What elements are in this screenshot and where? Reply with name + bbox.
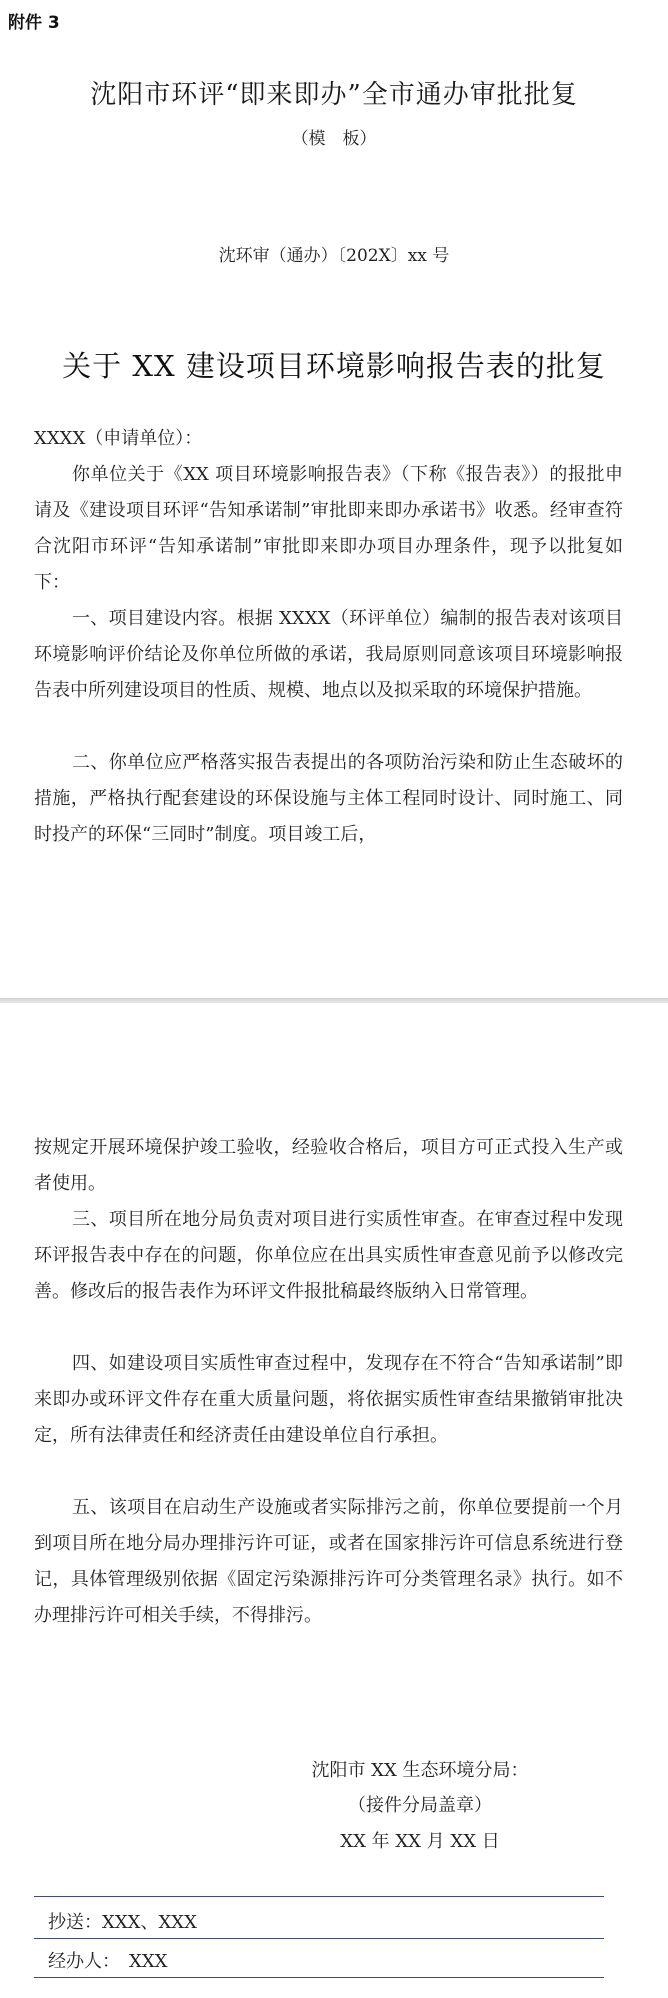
document-title: 关于 XX 建设项目环境影响报告表的批复 [62, 349, 606, 383]
footer-rule-middle [34, 1938, 604, 1939]
document-page-2 [0, 1003, 668, 1998]
document-page-1 [0, 0, 668, 998]
item-2-paragraph-end: 按规定开展环境保护竣工验收，经验收合格后，项目方可正式投入生产或者使用。 [34, 1137, 623, 1194]
salutation: XXXX（申请单位）： [34, 428, 203, 449]
issue-date: XX 年 XX 月 XX 日 [340, 1831, 500, 1852]
footer-rule-bottom [34, 1977, 604, 1978]
main-title: 沈阳市环评“即来即办”全市通办审批批复 [90, 80, 578, 110]
intro-paragraph: 你单位关于《XX 项目环境影响报告表》（下称《报告表》）的报批申请及《建设项目环评“告知承诺制”审批即来即办承诺书》收悉。经审查符合沈阳市环评“告知承诺制”审批即来即办项目办理条件，现予以批复如下： [34, 464, 623, 593]
document-number: 沈环审（通办）〔202X〕xx 号 [218, 246, 450, 266]
attachment-label: 附件 3 [8, 13, 60, 33]
item-1-paragraph: 一、项目建设内容。根据 XXXX（环评单位）编制的报告表对该项目环境影响评价结论及你单位所做的承诺，我局原则同意该项目环境影响报告表中所列建设项目的性质、规模、地点以及拟采取的环境保护措施。 [34, 608, 623, 701]
item-5-paragraph: 五、该项目在启动生产设施或者实际排污之前，你单位要提前一个月到项目所在地分局办理排污许可证，或者在国家排污许可信息系统进行登记，具体管理级别依据《固定污染源排污许可分类管理名录》执行。如不办理排污许可相关手续，不得排污。 [34, 1497, 623, 1626]
item-4-paragraph: 四、如建设项目实质性审查过程中，发现存在不符合“告知承诺制”即来即办或环评文件存在重大质量问题，将依据实质性审查结果撤销审批决定，所有法律责任和经济责任由建设单位自行承担。 [34, 1353, 623, 1446]
item-3-paragraph: 三、项目所在地分局负责对项目进行实质性审查。在审查过程中发现环评报告表中存在的问题，你单位应在出具实质性审查意见前予以修改完善。修改后的报告表作为环评文件报批稿最终版纳入日常管理。 [34, 1209, 623, 1302]
cc-line: 抄送：XXX、XXX [48, 1912, 197, 1933]
issuer-name: 沈阳市 XX 生态环境分局： [311, 1760, 529, 1781]
footer-rule-top [34, 1896, 604, 1897]
item-2-paragraph-start: 二、你单位应严格落实报告表提出的各项防治污染和防止生态破坏的措施，严格执行配套建设的环保设施与主体工程同时设计、同时施工、同时投产的环保“三同时”制度。项目竣工后， [34, 752, 623, 845]
seal-note: （接件分局盖章） [348, 1795, 492, 1816]
handler-line: 经办人： XXX [48, 1951, 168, 1972]
subtitle: （模 板） [291, 129, 377, 149]
